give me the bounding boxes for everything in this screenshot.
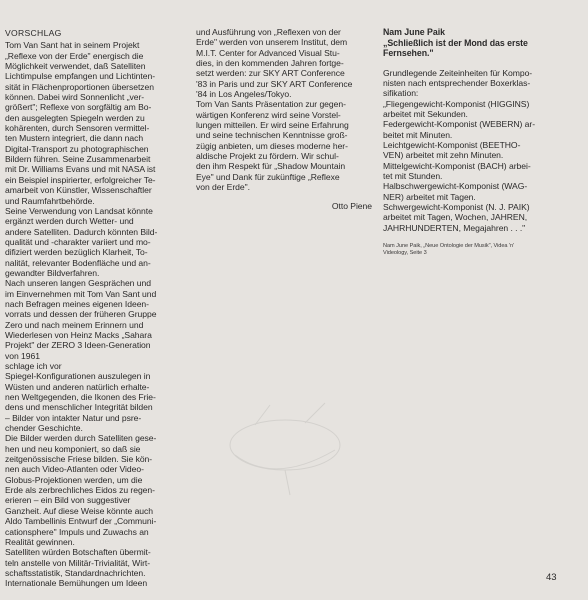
- body-text-left: Tom Van Sant hat in seinem Projekt „Reflexe von der Erde" energisch die Möglichkeit verwendet, daß Satelliten Lichtimpulse empfangen und Lichtinten- sität in Flächenproportionen übersetzen können. Dabei wird Sonnenlicht „ver- größert"; Reflexe von sorgfältig am Bo- den ausgelegten Spiegeln werden zu kohärenten, durch Sensoren vermittel- ten Mustern integriert, die dann nach Digital-Transport zu photographischen Bildern führen. Seine Zusammenarbeit mit Dr. Williams Evans und mit NASA ist ein Beispiel inspirierter, erfolgreicher Te- amarbeit von Künstler, Wissenschaftler und Raumfahrtbehörde. Seine Verwendung von Landsat könnte ergänzt werden durch Wetter- und andere Satelliten. Dadurch könnten Bild- qualität und -charakter variiert und mo- difiziert werden bezüglich Klarheit, To- nalität, relevanter Bodenfläche und an- gewandter Bildverfahren. Nach unseren langen Gesprächen und im Einvernehmen mit Tom Van Sant und nach Befragen meines eigenen Ideen- vorrats und dessen der früheren Gruppe Zero und nach meinem Erinnern und Wiederlesen von Heinz Macks „Sahara Projekt" der ZERO 3 Ideen-Generation von 1961 schlage ich vor Spiegel-Konfigurationen auszulegen in Wüsten und anderen natürlich erhalte- nen Weltgegenden, die Ikonen des Frie- dens und menschlicher Integrität bilden – Bilder von intakter Natur und psre- chender Geschichte. Die Bilder werden durch Satelliten gese- hen und neu komponiert, so daß sie zeitgenössische Friese bilden. Sie kön- nen auch Video-Atlanten oder Video- Globus-Projektionen werden, um die Erde als zerbrechliches Eidos zu regen- erieren – ein Bild von suggestiver Ganzheit. Auf diese Weise könnte auch Aldo Tambellinis Entwurf der „Communi- cationsphere" Impuls und Zuwachs an Realität gewinnen. Satelliten würden Botschaften übermit- teln anstelle von Militär-Trivialität, Wirt- schaftsstatistik, Standardnachrichten. Internationale Bemühungen um Ideen: [5, 40, 158, 589]
- source-caption: Nam June Paik, „Neue Ontologie der Musik", Videa 'n' Videology, Seite 3: [383, 243, 515, 256]
- page-number: 43: [546, 572, 557, 583]
- author-signature: Otto Piene: [331, 200, 372, 211]
- faint-show-through-sketch: [215, 395, 375, 505]
- quote-author: Nam June Paik: [383, 27, 445, 37]
- body-text-right: Grundlegende Zeiteinheiten für Kompo- nisten nach entsprechender Boxerklas- sifikation: „Fliegengewicht-Komponist (HIGGINS) arbeitet mit Sekunden. Federgewicht-Komponist (WEBERN) ar- beitet mit Minuten. Leichtgewicht-Komponist (BEETHO- VEN) arbeitet mit zehn Minuten. Mittelgewicht-Komponist (BACH) arbei- tet mit Stunden. Halbschwergewicht-Komponist (WAG- NER) arbeitet mit Tagen. Schwergewicht-Komponist (N. J. PAIK) arbeitet mit Tagen, Wochen, JAHREN, JAHRHUNDERTEN, Megajahren . . .": [383, 67, 536, 233]
- quote-title: „Schließlich ist der Mond das erste Fernsehen.": [383, 37, 528, 58]
- section-heading: VORSCHLAG: [5, 28, 62, 38]
- body-text-middle: und Ausführung von „Reflexen von der Erde" werden von unserem Institut, dem M.I.T. Center for Advanced Visual Stu- dies, in den kommenden Jahren fortge- setzt werden: zur SKY ART Conference '83 in Paris und zur SKY ART Conference '84 in Los Angeles/Tokyo. Tom Van Sants Präsentation zur gegen- wärtigen Konferenz wird seine Vorstel- lungen mitteilen. Er wird seine Erfahrung und seine technischen Kenntnisse groß- zügig anbieten, um dieses moderne her- aldische Projekt zu fördern. Wir schul- den ihm Respekt für „Shadow Mountain Eye" und Dank für zukünftige „Reflexe von der Erde".: [196, 27, 353, 193]
- column-right: [383, 27, 573, 256]
- column-middle: [196, 27, 374, 211]
- column-left: [5, 28, 187, 589]
